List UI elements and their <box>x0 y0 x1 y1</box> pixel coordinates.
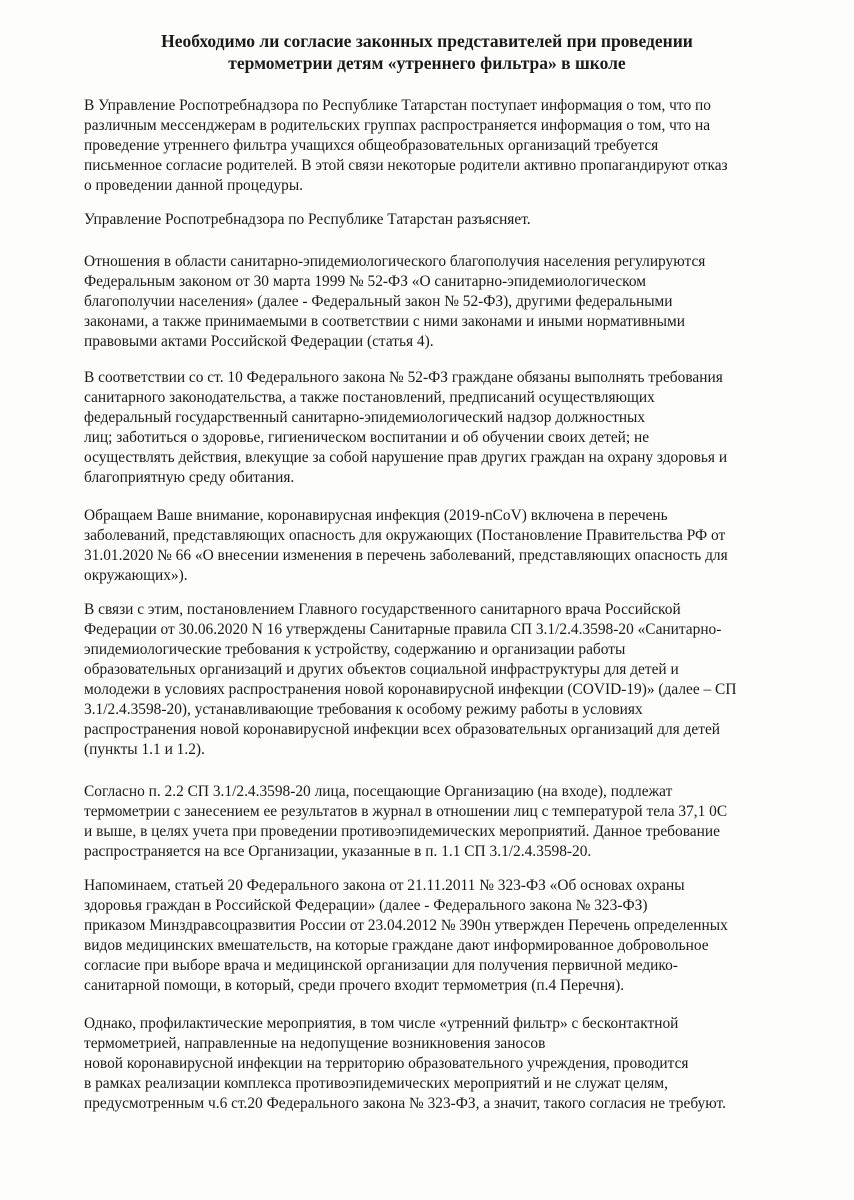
paragraph-clarification <box>84 210 804 230</box>
text-line: 3.1/2.4.3598-20), устанавливающие требования к особому режиму работы в условиях <box>84 701 643 718</box>
text-line: правовыми актами Российской Федерации (статья 4). <box>84 333 434 350</box>
paragraph-article-10 <box>84 368 804 488</box>
paragraph-coronavirus <box>84 506 804 586</box>
text-line: В соответствии со ст. 10 Федерального закона № 52-ФЗ граждане обязаны выполнять требования <box>84 369 723 386</box>
paragraph-thermometry <box>84 782 804 862</box>
title-line: термометрии детям «утреннего фильтра» в школе <box>228 53 626 73</box>
text-line: видов медицинских вмешательств, на которые граждане дают информированное добровольное <box>84 937 709 954</box>
text-line: распространения новой коронавирусной инфекции всех образовательных организаций для детей <box>84 721 721 738</box>
text-line: федеральный государственный санитарно-эпидемиологический надзор должностных <box>84 409 646 426</box>
text-line: (пункты 1.1 и 1.2). <box>84 741 205 758</box>
text-line: Однако, профилактические мероприятия, в том числе «утренний фильтр» с бесконтактной <box>84 1015 679 1032</box>
text-line: 31.01.2020 № 66 «О внесении изменения в перечень заболеваний, представляющих опасность для <box>84 547 728 564</box>
text-line: эпидемиологические требования к устройству, содержанию и организации работы <box>84 641 626 658</box>
text-line: образовательных организаций и других объектов социальной инфраструктуры для детей и <box>84 661 679 678</box>
text-line: Федеральным законом от 30 марта 1999 № 52-ФЗ «О санитарно-эпидемиологическом <box>84 273 646 290</box>
text-line: окружающих»). <box>84 567 188 584</box>
text-line: благополучии населения» (далее - Федеральный закон № 52-ФЗ), другими федеральными <box>84 293 673 310</box>
paragraph-conclusion <box>84 1014 804 1114</box>
text-line: различным мессенджерам в родительских группах распространяется информация о том, что на <box>84 117 711 134</box>
text-line: законами, а также принимаемыми в соответствии с ними законами и иными нормативными <box>84 313 685 330</box>
text-line: термометрии с занесением ее результатов в журнал в отношении лиц с температурой тела 37,1 0С <box>84 803 728 820</box>
text-line: осуществлять действия, влекущие за собой нарушение прав других граждан на охрану здоровья и <box>84 449 728 466</box>
text-line: здоровья граждан в Российской Федерации» (далее - Федерального закона № 323-ФЗ) <box>84 897 648 914</box>
text-line: заболеваний, представляющих опасность для окружающих (Постановление Правительства РФ от <box>84 527 726 544</box>
text-line: предусмотренным ч.6 ст.20 Федерального закона № 323-ФЗ, а значит, такого согласия не требуют. <box>84 1095 726 1112</box>
text-line: Напоминаем, статьей 20 Федерального закона от 21.11.2011 № 323-ФЗ «Об основах охраны <box>84 877 685 894</box>
text-line: термометрией, направленные на недопущение возникновения заносов <box>84 1035 546 1052</box>
text-line: новой коронавирусной инфекции на территорию образовательного учреждения, проводится <box>84 1055 689 1072</box>
paragraph-law-323 <box>84 876 804 996</box>
text-line: санитарного законодательства, а также постановлений, предписаний осуществляющих <box>84 389 655 406</box>
text-line: санитарной помощи, в который, среди прочего входит термометрия (п.4 Перечня). <box>84 977 625 994</box>
text-line: и выше, в целях учета при проведении противоэпидемических мероприятий. Данное требование <box>84 823 720 840</box>
paragraph-law-52 <box>84 252 804 352</box>
text-line: В связи с этим, постановлением Главного государственного санитарного врача Российской <box>84 601 681 618</box>
paragraph-intro <box>84 96 804 196</box>
text-line: проведение утреннего фильтра учащихся общеобразовательных организаций требуется <box>84 137 659 154</box>
text-line: Управление Роспотребнадзора по Республике Татарстан разъясняет. <box>84 211 531 228</box>
paragraph-sanitary-rules <box>84 600 804 760</box>
text-line: Согласно п. 2.2 СП 3.1/2.4.3598-20 лица, посещающие Организацию (на входе), подлежат <box>84 783 673 800</box>
document-title <box>60 30 794 74</box>
text-line: согласие при выборе врача и медицинской организации для получения первичной медико- <box>84 957 678 974</box>
text-line: письменное согласие родителей. В этой связи некоторые родители активно пропагандируют отказ <box>84 157 728 174</box>
text-line: Федерации от 30.06.2020 N 16 утверждены Санитарные правила СП 3.1/2.4.3598-20 «Санитарно- <box>84 621 722 638</box>
text-line: Отношения в области санитарно-эпидемиологического благополучия населения регулируются <box>84 253 706 270</box>
text-line: в рамках реализации комплекса противоэпидемических мероприятий и не служат целям, <box>84 1075 668 1092</box>
text-line: лиц; заботиться о здоровье, гигиеническом воспитании и об обучении своих детей; не <box>84 429 650 446</box>
text-line: благоприятную среду обитания. <box>84 469 295 486</box>
text-line: о проведении данной процедуры. <box>84 177 304 194</box>
text-line: приказом Минздравсоцразвития России от 23.04.2012 № 390н утвержден Перечень определенных <box>84 917 728 934</box>
text-line: В Управление Роспотребнадзора по Республике Татарстан поступает информация о том, что по <box>84 97 711 114</box>
title-line: Необходимо ли согласие законных представителей при проведении <box>161 31 693 51</box>
text-line: молодежи в условиях распространения новой коронавирусной инфекции (COVID-19)» (далее – СП <box>84 681 737 698</box>
text-line: распространяется на все Организации, указанные в п. 1.1 СП 3.1/2.4.3598-20. <box>84 843 592 860</box>
text-line: Обращаем Ваше внимание, коронавирусная инфекция (2019-nCoV) включена в перечень <box>84 507 668 524</box>
